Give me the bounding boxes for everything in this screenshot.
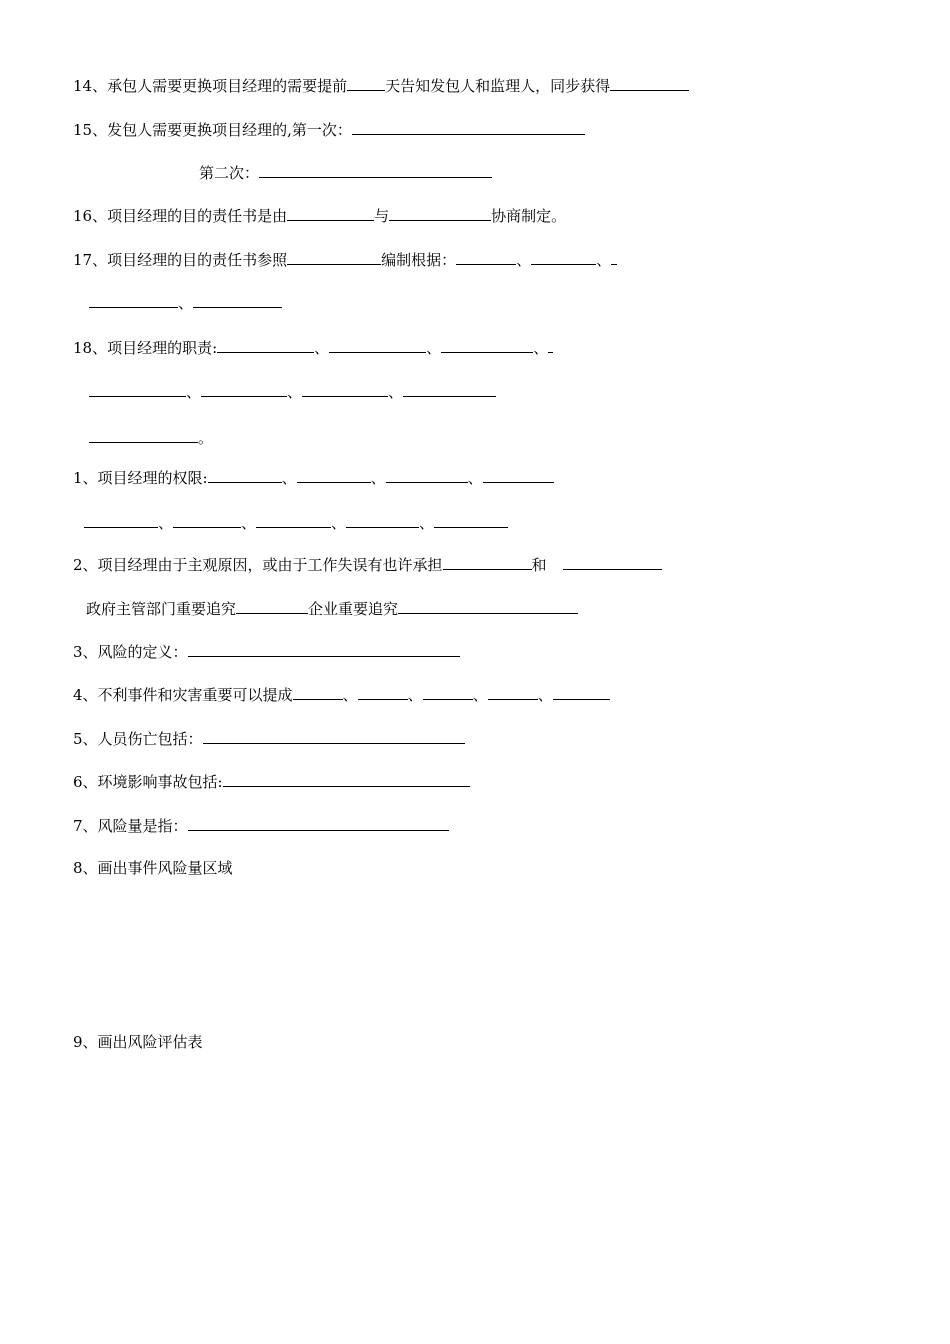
answer-blank[interactable] xyxy=(89,381,186,397)
question-text: 1、项目经理的权限: xyxy=(73,469,208,487)
answer-blank[interactable] xyxy=(346,512,419,528)
answer-blank[interactable] xyxy=(188,641,460,657)
answer-blank[interactable] xyxy=(563,554,662,570)
question-text: 3、风险的定义： xyxy=(73,643,188,661)
separator: 、 xyxy=(419,514,435,532)
separator: 、 xyxy=(370,469,386,487)
separator: 、 xyxy=(407,686,423,704)
answer-blank[interactable] xyxy=(423,684,473,700)
question-4 xyxy=(73,684,610,704)
answer-blank[interactable] xyxy=(488,684,538,700)
answer-blank[interactable] xyxy=(203,728,465,744)
separator: 、 xyxy=(388,383,404,401)
question-1 xyxy=(73,467,554,487)
question-text: 政府主管部门重要追究 xyxy=(86,600,237,618)
question-9 xyxy=(73,1032,203,1052)
answer-blank[interactable] xyxy=(398,598,578,614)
answer-blank[interactable] xyxy=(287,249,381,265)
question-text: 17、项目经理的目的责任书参照 xyxy=(73,251,288,269)
question-15-second xyxy=(199,162,492,182)
answer-blank[interactable] xyxy=(548,337,553,353)
question-3 xyxy=(73,641,460,661)
answer-blank[interactable] xyxy=(201,381,287,397)
answer-blank[interactable] xyxy=(347,75,385,91)
answer-blank[interactable] xyxy=(188,815,449,831)
question-17 xyxy=(73,249,617,269)
answer-blank[interactable] xyxy=(293,684,343,700)
answer-blank[interactable] xyxy=(173,512,241,528)
question-18-cont xyxy=(89,381,496,401)
answer-blank[interactable] xyxy=(89,427,198,443)
separator: 、 xyxy=(331,514,347,532)
question-text: 与 xyxy=(374,207,390,225)
question-7 xyxy=(73,815,449,835)
question-text: 和 xyxy=(531,556,547,574)
separator: 、 xyxy=(287,383,303,401)
answer-blank[interactable] xyxy=(329,337,426,353)
separator: 、 xyxy=(186,383,202,401)
answer-blank[interactable] xyxy=(610,75,689,91)
separator: 、 xyxy=(178,294,194,312)
separator: 、 xyxy=(467,469,483,487)
answer-blank[interactable] xyxy=(611,249,617,265)
answer-blank[interactable] xyxy=(217,337,314,353)
answer-blank[interactable] xyxy=(352,119,585,135)
question-6 xyxy=(73,771,470,791)
separator: 、 xyxy=(472,686,488,704)
separator: 、 xyxy=(537,686,553,704)
question-17-cont xyxy=(89,292,282,312)
question-text: 2、项目经理由于主观原因，或由于工作失误有也许承担 xyxy=(73,556,443,574)
question-text: 4、不利事件和灾害重要可以提成 xyxy=(73,686,293,704)
question-text: 9、画出风险评估表 xyxy=(73,1033,203,1051)
answer-blank[interactable] xyxy=(84,512,158,528)
question-5 xyxy=(73,728,465,748)
separator: 、 xyxy=(426,339,442,357)
separator: 、 xyxy=(241,514,257,532)
question-text: 8、画出事件风险量区域 xyxy=(73,859,233,877)
separator: 、 xyxy=(342,686,358,704)
answer-blank[interactable] xyxy=(208,467,282,483)
separator: 、 xyxy=(158,514,174,532)
answer-blank[interactable] xyxy=(403,381,496,397)
answer-blank[interactable] xyxy=(441,337,533,353)
question-18-end xyxy=(89,427,213,447)
answer-blank[interactable] xyxy=(386,467,468,483)
question-2-cont xyxy=(86,598,578,618)
answer-blank[interactable] xyxy=(531,249,596,265)
question-text: 14、承包人需要更换项目经理的需要提前 xyxy=(73,77,348,95)
answer-blank[interactable] xyxy=(302,381,388,397)
answer-blank[interactable] xyxy=(236,598,308,614)
question-8 xyxy=(73,858,233,878)
question-16 xyxy=(73,205,566,225)
question-text: 企业重要追究 xyxy=(308,600,399,618)
answer-blank[interactable] xyxy=(256,512,331,528)
answer-blank[interactable] xyxy=(89,292,178,308)
question-14 xyxy=(73,75,689,95)
separator: 、 xyxy=(533,339,549,357)
question-text: 第二次： xyxy=(199,164,260,182)
answer-blank[interactable] xyxy=(389,205,491,221)
question-text: 16、项目经理的目的责任书是由 xyxy=(73,207,288,225)
question-2 xyxy=(73,554,662,574)
answer-blank[interactable] xyxy=(456,249,516,265)
separator: 、 xyxy=(281,469,297,487)
answer-blank[interactable] xyxy=(297,467,371,483)
separator: 、 xyxy=(596,251,612,269)
answer-blank[interactable] xyxy=(434,512,508,528)
answer-blank[interactable] xyxy=(223,771,470,787)
separator: 、 xyxy=(314,339,330,357)
answer-blank[interactable] xyxy=(483,467,554,483)
question-text: 5、人员伤亡包括： xyxy=(73,730,203,748)
separator: 、 xyxy=(516,251,532,269)
answer-blank[interactable] xyxy=(443,554,532,570)
question-text: 7、风险量是指： xyxy=(73,817,188,835)
separator: 。 xyxy=(198,429,214,447)
question-text: 18、项目经理的职责: xyxy=(73,339,218,357)
answer-blank[interactable] xyxy=(259,162,492,178)
question-18 xyxy=(73,337,553,357)
question-text: 编制根据： xyxy=(381,251,457,269)
question-text: 协商制定。 xyxy=(491,207,567,225)
question-text: 6、环境影响事故包括: xyxy=(73,773,223,791)
question-text: 15、发包人需要更换项目经理的,第一次： xyxy=(73,121,352,139)
question-1-cont xyxy=(84,512,508,532)
answer-blank[interactable] xyxy=(553,684,610,700)
answer-blank[interactable] xyxy=(358,684,408,700)
answer-blank[interactable] xyxy=(193,292,282,308)
question-15 xyxy=(73,119,585,139)
question-text: 天告知发包人和监理人，同步获得 xyxy=(385,77,611,95)
answer-blank[interactable] xyxy=(287,205,374,221)
